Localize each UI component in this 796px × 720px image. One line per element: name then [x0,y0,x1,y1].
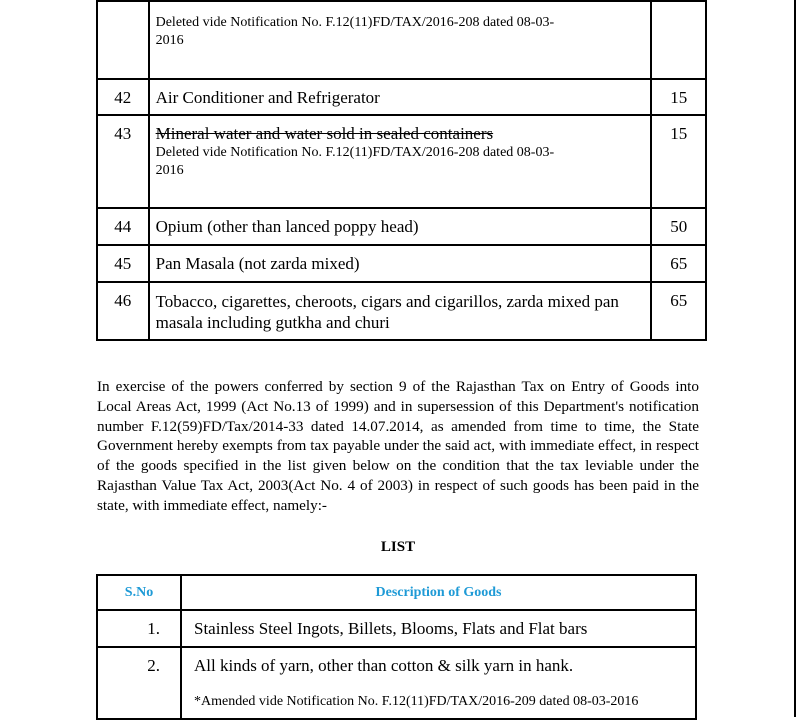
sno-cell: 46 [97,282,149,340]
sno-cell: 43 [97,115,149,208]
rate-cell: 15 [651,115,706,208]
desc-cell [149,115,652,208]
sno-cell [97,1,149,79]
table-row [97,282,706,340]
deleted-note: Deleted vide Notification No. F.12(11)FD/TAX/2016-208 dated 08-03- 2016 [155,15,555,48]
desc-cell: Stainless Steel Ingots, Billets, Blooms, Flats and Flat bars [181,610,696,647]
rate-cell: 65 [651,282,706,340]
struck-description: Mineral water and water sold in sealed containers [155,124,494,143]
table-row [97,647,696,719]
table-row [97,1,706,79]
rate-cell: 50 [651,208,706,245]
desc-cell: Opium (other than lanced poppy head) [149,208,652,245]
table-row [97,115,706,208]
goods-table [96,574,697,720]
amendment-note: *Amended vide Notification No. F.12(11)FD/TAX/2016-209 dated 08-03-2016 [194,694,639,709]
sno-cell: 2. [97,647,181,719]
table-row [97,245,706,282]
table-header-row [97,575,696,610]
deleted-note: Deleted vide Notification No. F.12(11)FD/TAX/2016-208 dated 08-03- 2016 [155,145,555,178]
sno-cell: 44 [97,208,149,245]
desc-cell [149,1,652,79]
sno-header: S.No [97,575,181,610]
rate-cell: 65 [651,245,706,282]
rate-cell: 15 [651,79,706,115]
sno-cell: 42 [97,79,149,115]
table-row [97,208,706,245]
sno-cell: 45 [97,245,149,282]
list-heading: LIST [380,539,416,555]
desc-cell: Air Conditioner and Refrigerator [149,79,652,115]
table-row [97,610,696,647]
notification-paragraph: In exercise of the powers conferred by section 9 of the Rajasthan Tax on Entry of Goods into Local Areas Act, 1999 (Act No.13 of 1999) and in supersession of this Department's notification number F.12(59)FD/Tax/2014-33 dated 14.07.2014, as amended from time to time, the State Government hereby exempts from tax payable under the said act, with immediate effect, in respect of the goods specified in the list given below on the condition that the tax leviable under the Rajasthan Value Tax Act, 2003(Act No. 4 of 2003) in respect of such goods has been paid in the state, with immediate effect, namely:- [97,378,699,514]
sno-cell: 1. [97,610,181,647]
goods-description: All kinds of yarn, other than cotton & silk yarn in hank. [194,656,574,675]
table-row [97,79,706,115]
description-header: Description of Goods [181,575,696,610]
rates-table [96,0,707,341]
desc-cell: Tobacco, cigarettes, cheroots, cigars and cigarillos, zarda mixed pan masala including gutkha and churi [149,282,652,340]
rate-cell [651,1,706,79]
desc-cell: Pan Masala (not zarda mixed) [149,245,652,282]
desc-cell [181,647,696,719]
